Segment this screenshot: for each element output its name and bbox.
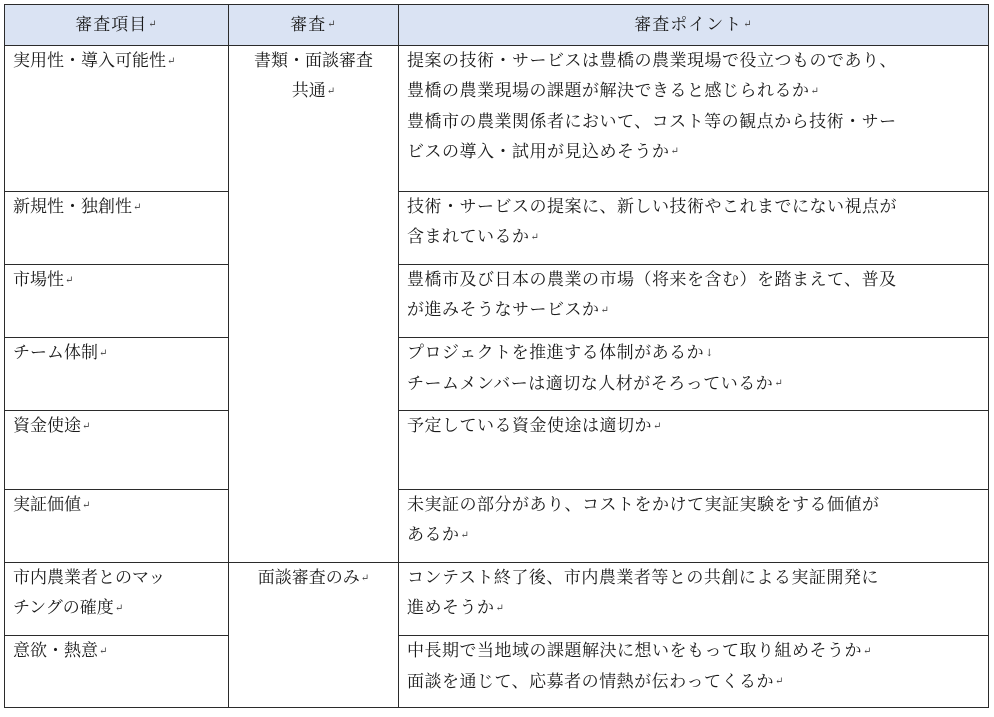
- table-row: [5, 563, 989, 636]
- evaluation-item: チーム体制↵: [5, 338, 229, 411]
- return-mark: ↵: [600, 304, 610, 316]
- table-row: [5, 192, 989, 265]
- evaluation-item: 意欲・熱意↵: [5, 636, 229, 708]
- table-row: [5, 636, 989, 708]
- return-mark: ↵: [530, 231, 540, 243]
- evaluation-item: 市内農業者とのマッ チングの確度↵: [5, 563, 229, 636]
- return-mark: ↵: [82, 499, 91, 511]
- return-mark: ↵: [114, 602, 124, 614]
- review-point: 未実証の部分があり、コストをかけて実証実験をする価値が あるか↵: [399, 490, 989, 563]
- table-row: [5, 46, 989, 192]
- review-point: 予定している資金使途は適切か↵: [399, 411, 989, 490]
- review-type-interview-only: 面談審査のみ↵: [229, 563, 399, 708]
- evaluation-item: 市場性↵: [5, 265, 229, 338]
- return-mark: ↵: [743, 19, 753, 31]
- return-mark: ↵: [360, 572, 370, 584]
- review-point: 豊橋市及び日本の農業の市場（将来を含む）を踏まえて、普及 が進みそうなサービスか↵: [399, 265, 989, 338]
- table-header-row: [5, 5, 989, 46]
- return-mark: ↵: [148, 19, 158, 31]
- return-mark: ↵: [495, 602, 505, 614]
- return-mark: ↵: [670, 146, 680, 157]
- table-row: [5, 338, 989, 411]
- evaluation-item: 実用性・導入可能性↵: [5, 46, 229, 192]
- return-mark: ↵: [133, 201, 142, 213]
- review-point: コンテスト終了後、市内農業者等との共創による実証開発に 進めそうか↵: [399, 563, 989, 636]
- return-mark: ↵: [65, 274, 74, 286]
- table-row: [5, 411, 989, 490]
- return-mark: ↵: [326, 85, 336, 97]
- review-type-common: 書類・面談審査 共通↵: [229, 46, 399, 563]
- review-point: 技術・サービスの提案に、新しい技術やこれまでにない視点が 含まれているか↵: [399, 192, 989, 265]
- return-mark: ↵: [863, 645, 872, 657]
- evaluation-item: 実証価値↵: [5, 490, 229, 563]
- return-mark: ↵: [82, 420, 91, 432]
- return-mark: ↵: [775, 676, 784, 687]
- evaluation-item: 新規性・独創性↵: [5, 192, 229, 265]
- review-point: 提案の技術・サービスは豊橋の農業現場で役立つものであり、 豊橋の農業現場の課題が解決できると感じられるか↵ 豊橋市の農業関係者において、コスト等の観点から技術・サー ビスの導入・試用が見込めそうか↵: [399, 46, 989, 192]
- header-review: 審査↵: [229, 5, 399, 46]
- return-mark: ↵: [99, 347, 108, 359]
- header-evaluation-item: 審査項目↵: [5, 5, 229, 46]
- table-row: [5, 265, 989, 338]
- line-break-mark: ↓: [705, 347, 715, 359]
- review-point: 中長期で当地域の課題解決に想いをもって取り組めそうか↵ 面談を通じて、応募者の情熱が伝わってくるか↵: [399, 636, 989, 708]
- return-mark: ↵: [653, 420, 662, 432]
- return-mark: ↵: [460, 529, 470, 541]
- header-review-points: 審査ポイント↵: [399, 5, 989, 46]
- table-row: [5, 490, 989, 563]
- return-mark: ↵: [327, 19, 337, 31]
- return-mark: ↵: [167, 55, 176, 67]
- review-point: プロジェクトを推進する体制があるか↓ チームメンバーは適切な人材がそろっているか↵: [399, 338, 989, 411]
- evaluation-item: 資金使途↵: [5, 411, 229, 490]
- evaluation-criteria-table: [4, 4, 989, 708]
- return-mark: ↵: [810, 85, 820, 97]
- return-mark: ↵: [774, 378, 784, 389]
- return-mark: ↵: [99, 645, 108, 657]
